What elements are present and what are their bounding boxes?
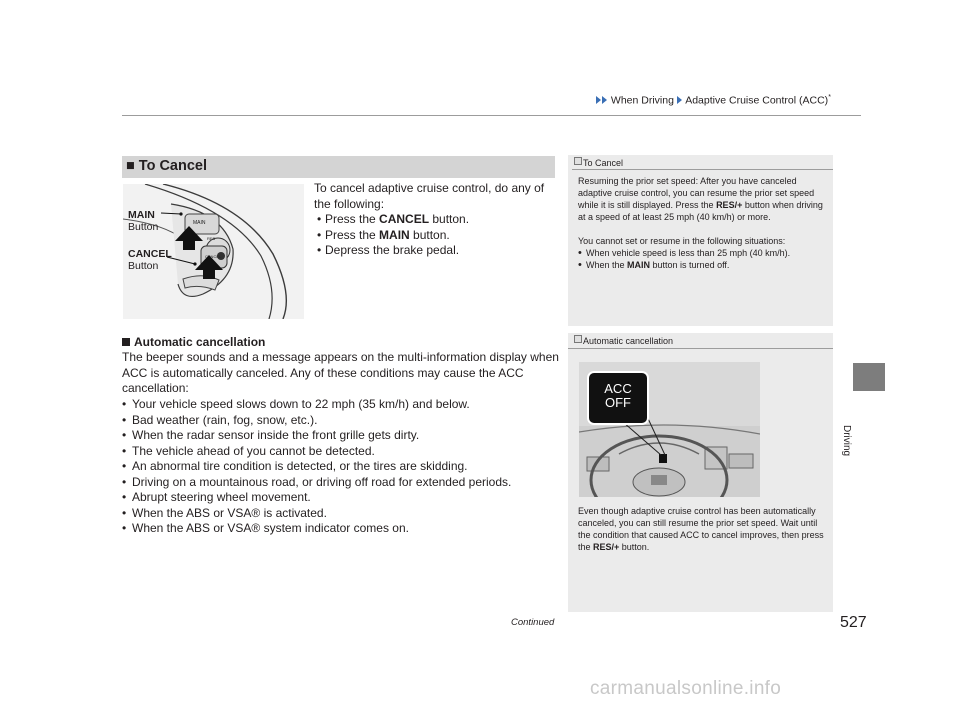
list-item: • When the radar sensor inside the front grille gets dirty. [122,428,562,444]
acc-display-line2: OFF [605,395,631,410]
cancel-intro-text: To cancel adaptive cruise control, do any of the following: [314,181,545,211]
note-marker-icon [574,335,582,343]
acc-off-display-illustration [579,362,760,497]
chapter-tab-label: Driving [841,425,852,457]
callout-main-sub: Button [128,221,159,233]
list-item: • Press the CANCEL button. [314,212,554,228]
note-tag: Automatic cancellation [574,335,673,346]
list-item: • Abrupt steering wheel movement. [122,490,562,506]
note-body [578,175,828,271]
breadcrumb-item[interactable]: Adaptive Cruise Control (ACC) [685,94,829,107]
breadcrumb-arrow-icon [596,96,601,104]
callout-cancel-title: CANCEL [128,248,172,260]
cancel-button-callout [128,248,172,272]
section-title-text: To Cancel [138,158,208,174]
note-divider [572,169,833,170]
list-item: • The vehicle ahead of you cannot be detected. [122,444,562,460]
list-item: • An abnormal tire condition is detected, or the tires are skidding. [122,459,562,475]
main-button-callout [128,209,158,233]
breadcrumb-arrow-icon [677,96,682,104]
note-divider [568,348,833,349]
list-item: • When the ABS or VSA® is activated. [122,506,562,522]
list-item: • Your vehicle speed slows down to 22 mph (35 km/h) and below. [122,397,562,413]
note-paragraph: You cannot set or resume in the following situations: [578,236,786,246]
callout-cancel-sub: Button [128,260,159,272]
wheel-label-main: MAIN [193,220,206,226]
note-paragraph: Even though adaptive cruise control has been automatically canceled, you can still resume the prior set speed. Wait until the condition that caused ACC to cancel improves, then press the RES/+ button. [578,506,824,552]
auto-cancel-conditions [122,397,562,537]
auto-cancel-intro: The beeper sounds and a message appears on the multi-information display when ACC is automatically canceled. Any of these conditions may cause the ACC cancellation: [122,350,559,395]
list-item: • When vehicle speed is less than 25 mph (40 km/h). [578,247,828,259]
instrument-panel-icon [579,362,760,497]
list-item: • Bad weather (rain, fog, snow, etc.). [122,413,562,429]
list-item: • Driving on a mountainous road, or driving off road for extended periods. [122,475,562,491]
cancel-method-list [314,212,554,259]
breadcrumb-asterisk: * [828,94,831,101]
list-item: • Press the MAIN button. [314,228,554,244]
note-paragraph: Resuming the prior set speed: After you have canceled adaptive cruise control, you can resume the prior set speed while it is still displayed. Press the RES/+ button when driving at a speed of at least 25 mph (40 km/h) or more. [578,176,823,222]
list-item: • When the ABS or VSA® system indicator comes on. [122,521,562,537]
callout-main-title: MAIN [128,209,155,221]
section-title [126,158,207,174]
wheel-label-cancel: CANCEL [205,254,222,259]
page-number: 527 [840,614,867,631]
breadcrumb-item[interactable]: When Driving [610,94,674,107]
subsection-marker-icon [122,338,130,346]
list-item: • Depress the brake pedal. [314,243,554,259]
breadcrumb [596,94,831,107]
chapter-tab-marker [853,363,885,391]
acc-display-line1: ACC [604,381,632,396]
section-marker-icon: ■ [126,158,135,174]
header-divider [122,115,861,116]
breadcrumb-arrow-icon [602,96,607,104]
note-to-cancel [568,155,833,326]
auto-cancel-heading: Automatic cancellation [122,335,265,349]
note-marker-icon [574,157,582,165]
watermark: carmanualsonline.info [590,678,782,699]
wheel-label-res: RES [207,236,216,241]
continued-label: Continued [511,617,555,628]
note-tag: To Cancel [574,157,623,168]
list-item: • When the MAIN button is turned off. [578,259,828,271]
